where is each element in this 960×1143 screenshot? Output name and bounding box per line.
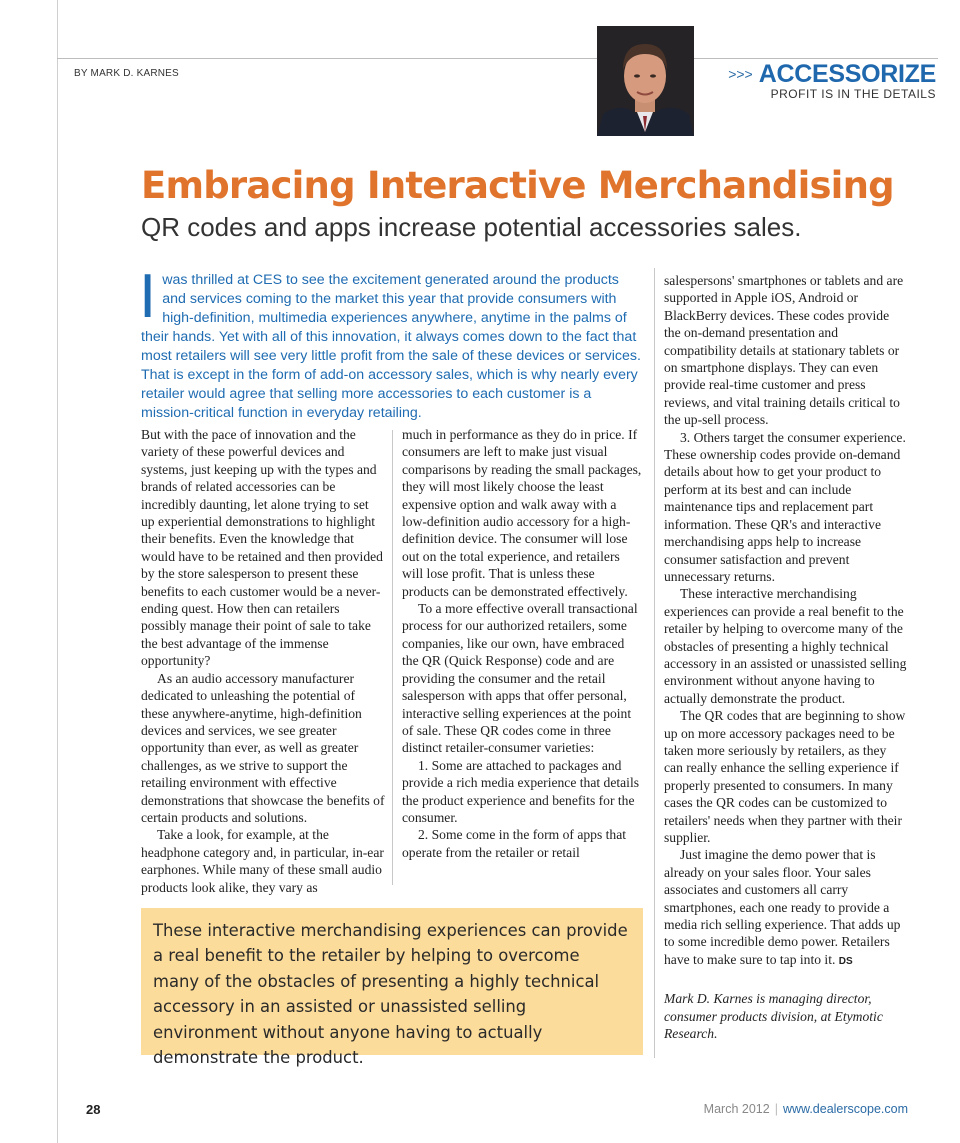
end-mark: DS <box>838 955 853 967</box>
paragraph: As an audio accessory manufacturer dedicated to unleashing the potential of these anywhere-anytime, high-definition devices and services, we see greater opportunity than ever, as well as greater challenges, as we strive to support the retailing environment with effective demonstrations that showcase the benefits of certain products and solutions. <box>141 670 385 825</box>
paragraph: But with the pace of innovation and the variety of these powerful devices and systems, just keeping up with the types and brands of related accessories can be incredibly daunting, let alone trying to set up experiential demonstrations to highlight their benefits. Even the knowledge that would have to be retained and then provided by the store salesperson to present these benefits to each customer would be a never-ending quest. How then can retailers possibly manage their point of sale to take the best advantage of the immense opportunity? <box>141 427 383 669</box>
website-link[interactable]: www.dealerscope.com <box>782 1102 908 1116</box>
paragraph: 3. Others target the consumer experience. These ownership codes provide on-demand details about how to get your product to perform at its best and can include maintenance tips and replacement part information. These QR's and interactive merchandising apps help to increase consumer satisfaction and prevent unnecessary returns. <box>664 429 906 584</box>
section-arrows: >>> <box>728 66 753 82</box>
page-number: 28 <box>86 1102 101 1117</box>
column-divider <box>392 430 393 885</box>
dropcap: I <box>139 262 157 331</box>
pull-quote: These interactive merchandising experiences can provide a real benefit to the retailer by helping to overcome many of the obstacles of presenting a highly technical accessory in an assisted or unassisted selling environment without anyone having to actually demonstrate the product. <box>141 908 643 1055</box>
last-paragraph <box>664 846 908 970</box>
paragraph: 2. Some come in the form of apps that operate from the retailer or retail <box>402 827 627 860</box>
author-bio: Mark D. Karnes is managing director, consumer products division, at Etymotic Research. <box>664 991 883 1042</box>
left-margin-rule <box>57 0 58 1143</box>
section-header <box>728 60 936 101</box>
header-rule <box>57 58 938 59</box>
section-tagline: PROFIT IS IN THE DETAILS <box>770 87 936 101</box>
paragraph: The QR codes that are beginning to show up on more accessory packages need to be taken more seriously by retailers, as they can really enhance the selling experience if properly presented to consumers. In many cases the QR codes can be customized to retailers' needs when they partner with their supplier. <box>664 708 906 845</box>
lede-text: was thrilled at CES to see the excitement generated around the products and services coming to the market this year that provide consumers with high-definition, multimedia experiences anywhere, anytime in the palms of their hands. Yet with all of this innovation, it always comes down to the fact that most retailers will see very little profit from the sale of these devices or services. That is except in the form of add-on accessory sales, which is why nearly every retailer would agree that selling more accessories to each customer is a mission-critical function in everyday retailing. <box>141 272 641 421</box>
body-column-3 <box>664 272 908 1042</box>
body-column-1 <box>141 426 385 896</box>
paragraph: To a more effective overall transactional process for our authorized retailers, some companies, like our own, have embraced the QR (Quick Response) code and are providing the consumer and the retail salesperson with apps that offer personal, interactive selling experiences at the point of sale. These QR codes come in three distinct retailer-consumer varieties: <box>402 601 638 756</box>
article-title: Embracing Interactive Merchandising <box>141 164 894 207</box>
paragraph: 1. Some are attached to packages and provide a rich media experience that details the product experience and benefits for the consumer. <box>402 757 640 825</box>
paragraph: much in performance as they do in price. If consumers are left to make just visual comparisons by reading the small packages, they will most likely choose the least expensive option and walk away with a low-definition audio accessory for a high-definition device. The consumer will lose out on the total experience, and retailers will lose profit. That is unless these products can be demonstrated effectively. <box>402 427 642 599</box>
author-photo <box>597 26 694 136</box>
paragraph: These interactive merchandising experiences can provide a real benefit to the retailer by helping to overcome many of the obstacles of presenting a highly technical accessory in an assisted or unassisted selling environment without anyone having to actually demonstrate the product. <box>664 586 907 706</box>
body-column-2 <box>402 426 644 861</box>
section-name: ACCESSORIZE <box>758 60 936 88</box>
paragraph-text: Just imagine the demo power that is already on your sales floor. Your sales associates and customers all carry smartphones, each one ready to provide a media rich selling experience. That adds up to some incredible demo power. Retailers have to make sure to tap into it. <box>664 847 901 967</box>
paragraph: Take a look, for example, at the headphone category and, in particular, in-ear earphones. While many of these small audio products look alike, they vary as <box>141 827 384 895</box>
author-portrait-image <box>597 26 694 136</box>
footer-separator: | <box>774 1102 778 1116</box>
byline: BY MARK D. KARNES <box>74 68 179 79</box>
article-subtitle: QR codes and apps increase potential accessories sales. <box>141 212 802 242</box>
article-lede <box>139 262 641 423</box>
paragraph: salespersons' smartphones or tablets and are supported in Apple iOS, Android or BlackBerry devices. These codes provide the on-demand presentation and compatibility details at stationary tablets or on smartphone displays. They can even provide real-time customer and press reviews, and vital training details critical to the up-sell process. <box>664 273 904 428</box>
column-divider <box>654 268 655 1058</box>
footer-issue <box>704 1102 908 1116</box>
issue-date: March 2012 <box>703 1102 770 1116</box>
